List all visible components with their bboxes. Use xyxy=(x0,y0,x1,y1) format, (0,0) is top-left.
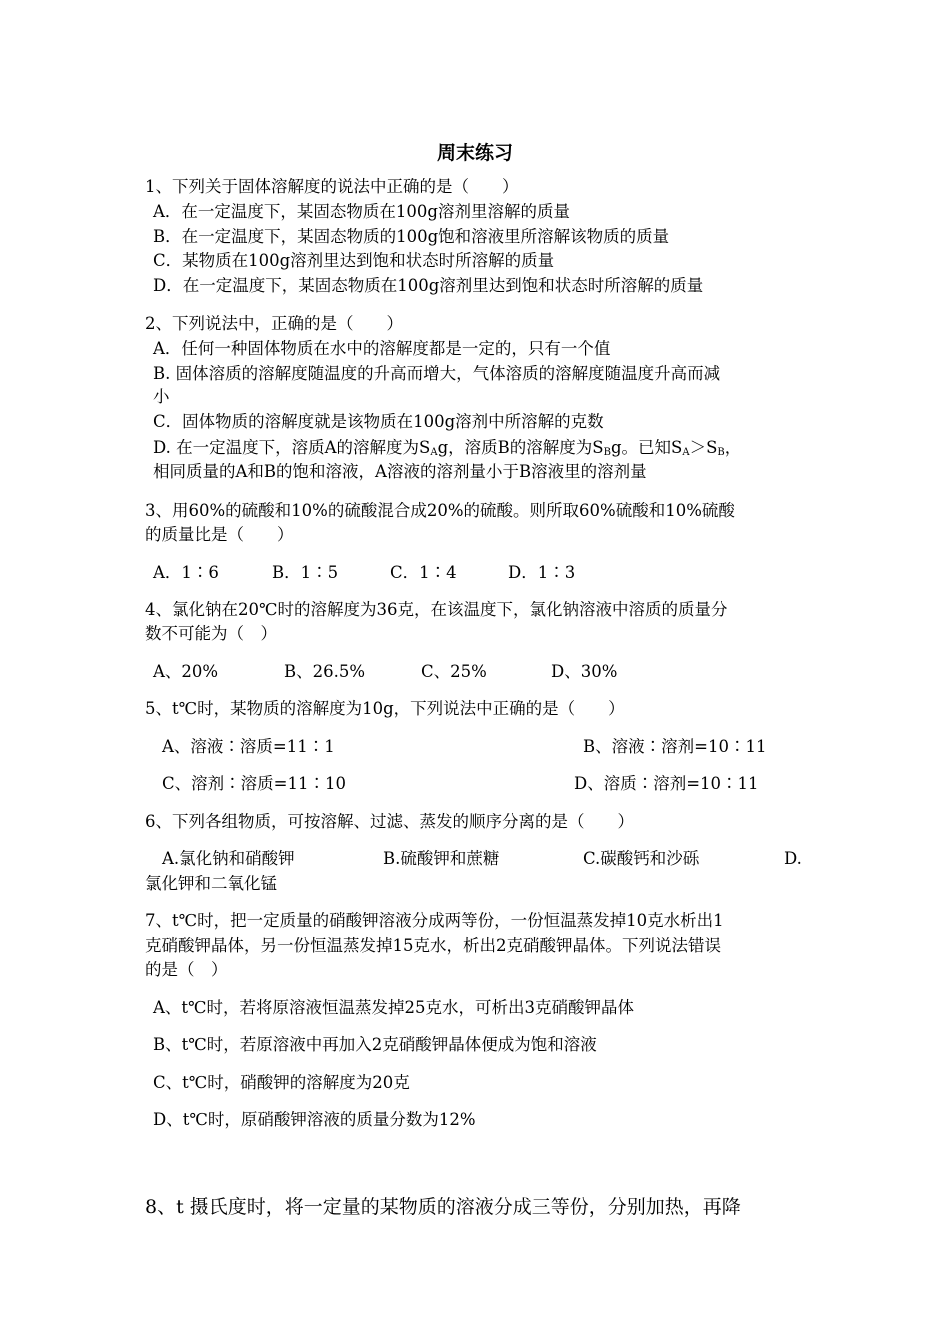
question-2-option-d-cont: 相同质量的A和B的饱和溶液，A溶液的溶剂量小于B溶液里的溶剂量 xyxy=(153,462,647,481)
question-3-stem: 3、用60%的硫酸和10%的硫酸混合成20%的硫酸。则所取60%硫酸和10%硫酸 xyxy=(145,501,735,520)
question-2-option-d xyxy=(153,437,741,464)
question-1-option-a: A．在一定温度下，某固态物质在100g溶剂里溶解的质量 xyxy=(153,202,570,221)
question-7-stem-cont: 的是（ ） xyxy=(145,960,228,979)
question-7-stem: 7、t℃时，把一定质量的硝酸钾溶液分成两等份，一份恒温蒸发掉10克水析出1 xyxy=(145,911,724,930)
q2-d-text: g。已知S xyxy=(610,438,683,457)
question-3-option-a: A．1∶6 xyxy=(153,563,219,582)
question-6-option-b: B.硫酸钾和蔗糖 xyxy=(383,849,500,868)
question-2-option-a: A．任何一种固体物质在水中的溶解度都是一定的，只有一个值 xyxy=(153,339,611,358)
question-5-stem: 5、t℃时，某物质的溶解度为10g，下列说法中正确的是（ ） xyxy=(145,699,625,718)
q2-d-text: D. 在一定温度下，溶质A的溶解度为S xyxy=(153,438,431,457)
question-6-option-d-cont: 氯化钾和二氧化锰 xyxy=(145,874,277,893)
question-7-option-c: C、t℃时，硝酸钾的溶解度为20克 xyxy=(153,1073,410,1092)
question-2-option-b-cont: 小 xyxy=(153,387,170,406)
question-1-stem: 1、下列关于固体溶解度的说法中正确的是（ ） xyxy=(145,177,519,196)
question-7-stem-cont: 克硝酸钾晶体，另一份恒温蒸发掉15克水，析出2克硝酸钾晶体。下列说法错误 xyxy=(145,936,721,955)
question-3-stem-cont: 的质量比是（ ） xyxy=(145,525,294,544)
question-8-stem: 8、t 摄氏度时，将一定量的某物质的溶液分成三等份，分别加热，再降 xyxy=(145,1196,741,1218)
question-4-option-d: D、30% xyxy=(551,662,618,681)
question-6-option-a: A.氯化钠和硝酸钾 xyxy=(162,849,295,868)
q2-d-text: ＞S xyxy=(689,438,718,457)
question-1-option-c: C．某物质在100g溶剂里达到饱和状态时所溶解的质量 xyxy=(153,251,555,270)
question-7-option-b: B、t℃时，若原溶液中再加入2克硝酸钾晶体便成为饱和溶液 xyxy=(153,1035,597,1054)
question-5-option-d: D、溶质∶溶剂=10∶11 xyxy=(574,774,759,793)
q2-d-sub: A xyxy=(682,447,690,458)
question-2-option-c: C．固体物质的溶解度就是该物质在100g溶剂中所溶解的克数 xyxy=(153,412,604,431)
question-7-option-d: D、t℃时，原硝酸钾溶液的质量分数为12% xyxy=(153,1110,476,1129)
question-5-option-a: A、溶液∶溶质=11∶1 xyxy=(162,737,335,756)
question-2-option-b: B. 固体溶质的溶解度随温度的升高而增大，气体溶质的溶解度随温度升高而减 xyxy=(153,364,721,383)
question-4-option-a: A、20% xyxy=(153,662,219,681)
question-4-stem: 4、氯化钠在20℃时的溶解度为36克，在该温度下，氯化钠溶液中溶质的质量分 xyxy=(145,600,728,619)
question-3-option-b: B．1∶5 xyxy=(272,563,339,582)
question-6-option-c: C.碳酸钙和沙砾 xyxy=(583,849,700,868)
page-title: 周末练习 xyxy=(436,142,513,164)
question-6-stem: 6、下列各组物质，可按溶解、过滤、蒸发的顺序分离的是（ ） xyxy=(145,812,634,831)
q2-d-text: ， xyxy=(724,438,742,457)
q2-d-text: g，溶质B的溶解度为S xyxy=(437,438,604,457)
question-4-option-b: B、26.5% xyxy=(284,662,366,681)
question-4-option-c: C、25% xyxy=(421,662,487,681)
question-3-option-d: D．1∶3 xyxy=(508,563,576,582)
question-5-option-b: B、溶液∶溶剂=10∶11 xyxy=(583,737,767,756)
question-4-stem-cont: 数不可能为（ ） xyxy=(145,624,277,643)
question-3-option-c: C．1∶4 xyxy=(390,563,457,582)
question-2-stem: 2、下列说法中，正确的是（ ） xyxy=(145,314,403,333)
question-7-option-a: A、t℃时，若将原溶液恒温蒸发掉25克水，可析出3克硝酸钾晶体 xyxy=(153,998,634,1017)
question-1-option-d: D．在一定温度下，某固态物质在100g溶剂里达到饱和状态时所溶解的质量 xyxy=(153,276,704,295)
q2-d-sub: B xyxy=(717,447,725,458)
q2-d-sub: A xyxy=(430,447,438,458)
question-1-option-b: B．在一定温度下，某固态物质的100g饱和溶液里所溶解该物质的质量 xyxy=(153,227,670,246)
question-6-option-d: D. xyxy=(784,849,802,868)
question-5-option-c: C、溶剂∶溶质=11∶10 xyxy=(162,774,346,793)
q2-d-sub: B xyxy=(603,447,611,458)
